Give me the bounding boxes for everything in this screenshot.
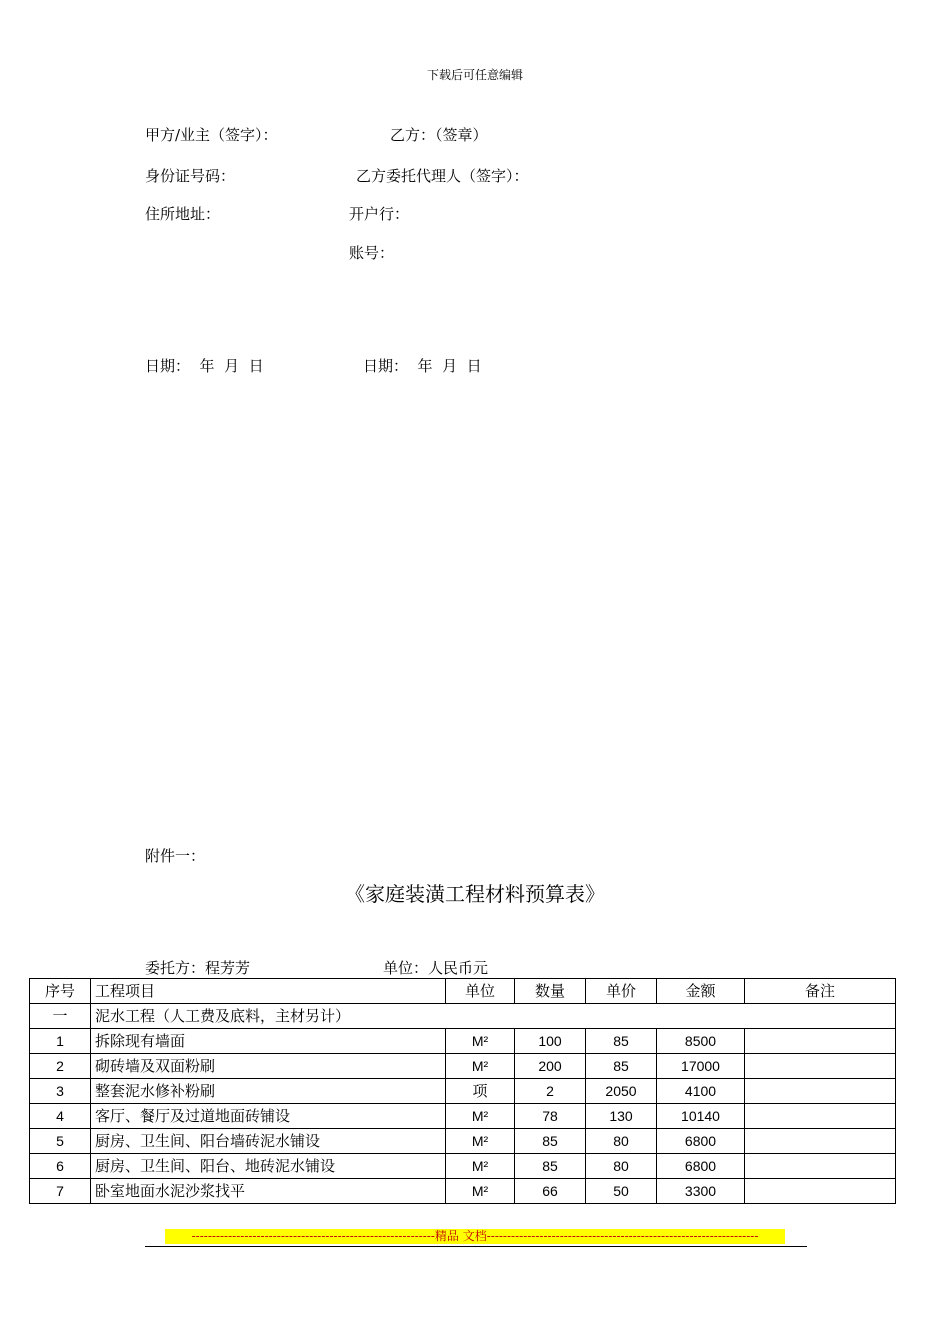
account-label: 账号： [349, 244, 395, 262]
party-a-signature-label: 甲方/业主（签字）： [145, 126, 278, 144]
footer-banner: ------------------------------------------------------------精品 文档------------------------------------------------------------------- [165, 1229, 785, 1244]
row-item: 拆除现有墙面 [91, 1029, 446, 1054]
header-note: 下载后可任意编辑 [426, 68, 523, 82]
row-qty: 85 [515, 1129, 586, 1154]
row-qty: 100 [515, 1029, 586, 1054]
table-row [30, 1104, 896, 1129]
header-item: 工程项目 [91, 979, 446, 1004]
row-item: 整套泥水修补粉刷 [91, 1079, 446, 1104]
table-row [30, 1129, 896, 1154]
row-no: 6 [30, 1154, 91, 1179]
row-amount: 4100 [657, 1079, 745, 1104]
table-row [30, 1179, 896, 1204]
header-qty: 数量 [515, 979, 586, 1004]
row-qty: 2 [515, 1079, 586, 1104]
id-number-label: 身份证号码： [145, 167, 236, 185]
footer-divider [145, 1246, 807, 1247]
row-price: 50 [586, 1179, 657, 1204]
row-amount: 8500 [657, 1029, 745, 1054]
row-qty: 200 [515, 1054, 586, 1079]
row-note [745, 1104, 896, 1129]
row-qty: 66 [515, 1179, 586, 1204]
row-item: 厨房、卫生间、阳台墙砖泥水铺设 [91, 1129, 446, 1154]
row-note [745, 1129, 896, 1154]
row-no: 7 [30, 1179, 91, 1204]
row-qty: 78 [515, 1104, 586, 1129]
row-no: 2 [30, 1054, 91, 1079]
table-row [30, 1154, 896, 1179]
row-note [745, 1079, 896, 1104]
section-name: 泥水工程（人工费及底料，主材另计） [91, 1004, 896, 1029]
row-price: 80 [586, 1154, 657, 1179]
row-price: 85 [586, 1029, 657, 1054]
date-b-label: 日期： 年 月 日 [363, 357, 482, 375]
section-row [30, 1004, 896, 1029]
row-amount: 3300 [657, 1179, 745, 1204]
table-row [30, 1054, 896, 1079]
currency-label: 单位：人民币元 [383, 959, 489, 977]
row-unit: M² [446, 1104, 515, 1129]
row-note [745, 1154, 896, 1179]
section-no: 一 [30, 1004, 91, 1029]
row-price: 85 [586, 1054, 657, 1079]
row-unit: M² [446, 1029, 515, 1054]
header-amount: 金额 [657, 979, 745, 1004]
row-unit: M² [446, 1054, 515, 1079]
row-note [745, 1179, 896, 1204]
client-label: 委托方：程芳芳 [145, 959, 251, 977]
budget-table [29, 978, 896, 1204]
row-item: 卧室地面水泥沙浆找平 [91, 1179, 446, 1204]
header-price: 单价 [586, 979, 657, 1004]
row-amount: 17000 [657, 1054, 745, 1079]
row-amount: 10140 [657, 1104, 745, 1129]
row-item: 砌砖墙及双面粉刷 [91, 1054, 446, 1079]
table-header-row [30, 979, 896, 1004]
address-label: 住所地址： [145, 205, 221, 223]
row-unit: M² [446, 1129, 515, 1154]
row-price: 130 [586, 1104, 657, 1129]
row-unit: M² [446, 1154, 515, 1179]
row-unit: 项 [446, 1079, 515, 1104]
header-note: 备注 [745, 979, 896, 1004]
row-no: 5 [30, 1129, 91, 1154]
document-title: 《家庭装潢工程材料预算表》 [345, 882, 605, 906]
row-amount: 6800 [657, 1129, 745, 1154]
row-note [745, 1029, 896, 1054]
row-qty: 85 [515, 1154, 586, 1179]
header-no: 序号 [30, 979, 91, 1004]
row-amount: 6800 [657, 1154, 745, 1179]
row-unit: M² [446, 1179, 515, 1204]
row-price: 2050 [586, 1079, 657, 1104]
row-no: 4 [30, 1104, 91, 1129]
party-b-agent-label: 乙方委托代理人（签字）： [356, 167, 529, 185]
row-price: 80 [586, 1129, 657, 1154]
party-b-seal-label: 乙方：（签章） [390, 126, 488, 144]
row-item: 厨房、卫生间、阳台、地砖泥水铺设 [91, 1154, 446, 1179]
row-no: 3 [30, 1079, 91, 1104]
attachment-label: 附件一： [145, 847, 206, 865]
row-note [745, 1054, 896, 1079]
table-row [30, 1079, 896, 1104]
header-unit: 单位 [446, 979, 515, 1004]
row-item: 客厅、餐厅及过道地面砖铺设 [91, 1104, 446, 1129]
bank-label: 开户行： [349, 205, 410, 223]
date-a-label: 日期： 年 月 日 [145, 357, 264, 375]
table-row [30, 1029, 896, 1054]
row-no: 1 [30, 1029, 91, 1054]
